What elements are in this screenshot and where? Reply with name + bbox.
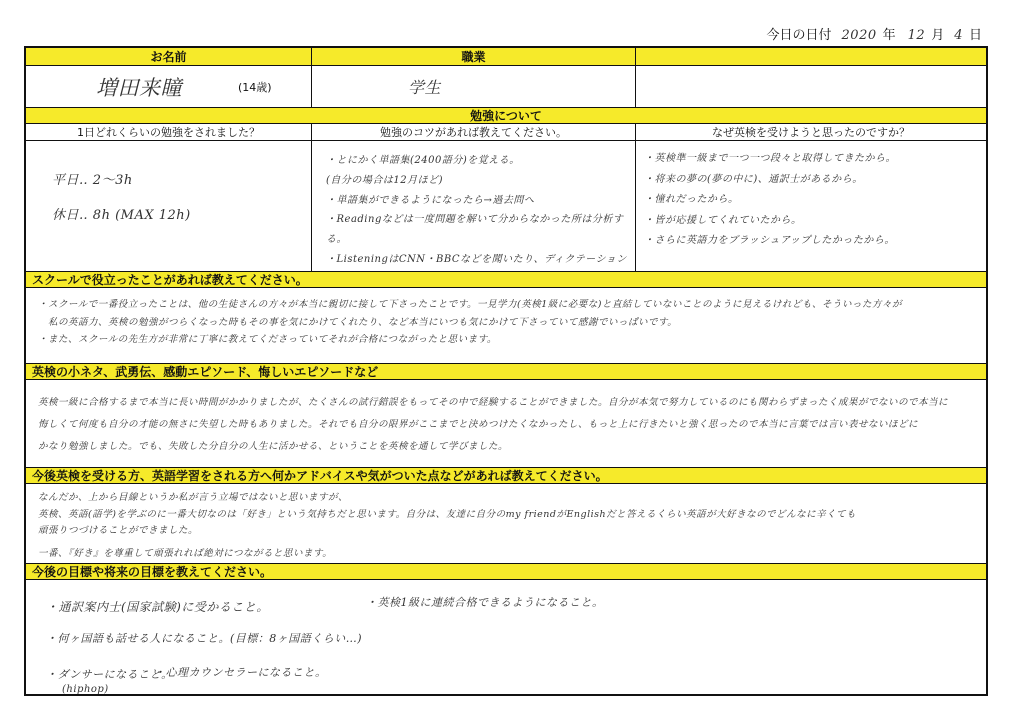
a1-cell xyxy=(26,141,312,271)
job-value-cell xyxy=(312,66,636,107)
school-line: ・スクールで一番役立ったことは、他の生徒さんの方々が本当に親切に接して下さったことです。一見学力(英検1級に必要な)と直結していないことのように見えるけれども、そういった方々が xyxy=(38,299,903,310)
school-line: ・また、スクールの先生方が非常に丁寧に教えてくださっていてそれが合格につながったと思います。 xyxy=(38,334,497,346)
a2-line: ・Readingなどは一度問題を解いて分からなかった所は分析する。 xyxy=(326,214,624,246)
episode-line: かなり勉強しました。でも、失敗した分自分の人生に活かせる、ということを英検を通して学びました。 xyxy=(38,440,509,452)
goals-title: 今後の目標や将来の目標を教えてください。 xyxy=(32,565,273,579)
a3-cell xyxy=(636,141,986,271)
name-value: 増田来瞳 xyxy=(96,75,182,100)
a3-line: ・皆が応援してくれていたから。 xyxy=(644,214,802,226)
episode-title-row xyxy=(26,364,986,380)
q2-cell xyxy=(312,124,636,140)
q3-text: なぜ英検を受けようと思ったのですか？ xyxy=(712,126,910,139)
goal-item: ・ダンサーになること。 xyxy=(46,668,173,681)
a2-line: (自分の場合は12月ほど) xyxy=(326,174,444,186)
study-section-row xyxy=(26,108,986,124)
q2-text: 勉強のコツがあれば教えてください。 xyxy=(380,126,567,139)
q3-cell xyxy=(636,124,986,140)
a3-line: ・さらに英語力をブラッシュアップしたかったから。 xyxy=(644,235,895,246)
study-questions-row xyxy=(26,124,986,141)
advice-title: 今後英検を受ける方、英語学習をされる方へ何かアドバイスや気がついた点などがあれば教えてください。 xyxy=(32,469,608,483)
study-section-title: 勉強について xyxy=(470,109,542,123)
episode-line: 英検一級に合格するまで本当に長い時間がかかりましたが、たくさんの試行錯誤をもってその中で経験することができました。自分が本気で努力しているのにも関わらずまったく成果がでないので本当に xyxy=(38,397,949,408)
date-year: 2020 xyxy=(841,28,877,43)
a3-line: ・憧れだったから。 xyxy=(644,194,739,205)
goals-body-row xyxy=(26,580,986,694)
date-year-unit: 年 xyxy=(882,28,896,43)
advice-title-row xyxy=(26,468,986,484)
episode-line: 悔しくて何度も自分の才能の無さに失望した時もありました。それでも自分の限界がここまでと決めつけたくなかったし、もっと上に行きたいと強く思ったので本当に言葉では言い表せないほどに xyxy=(38,418,919,430)
a3-line: ・英検準一級まで一つ一つ段々と取得してきたから。 xyxy=(644,153,896,164)
episode-body-row xyxy=(26,380,986,468)
date-month-unit: 月 xyxy=(931,28,945,43)
school-title-row xyxy=(26,272,986,288)
date-line xyxy=(767,24,982,43)
job-header: 職業 xyxy=(461,50,486,64)
study-answers-row xyxy=(26,141,986,272)
profile-header-row xyxy=(26,48,986,66)
job-value: 学生 xyxy=(408,78,442,97)
episode-title: 英検の小ネタ、武勇伝、感動エピソード、悔しいエピソードなど xyxy=(32,365,379,379)
survey-sheet xyxy=(24,46,988,696)
name-header-cell xyxy=(26,48,312,65)
advice-body-row xyxy=(26,484,986,564)
a2-line: ・とにかく単語集(2400語分)を覚える。 xyxy=(326,155,520,166)
school-title: スクールで役立ったことがあれば教えてください。 xyxy=(32,273,308,287)
a3-line: ・将来の夢の(夢の中に)、通訳士があるから。 xyxy=(644,173,863,185)
goal-item: ・何ヶ国語も話せる人になること。(目標：8ヶ国語くらい…) xyxy=(46,632,363,645)
q1-text: 1日どれくらいの勉強をされました？ xyxy=(77,126,260,139)
age-value: (14歳) xyxy=(238,80,272,94)
advice-line: 頑張りつづけることができました。 xyxy=(38,525,199,537)
a2-line: ・単語集ができるようになったら→過去問へ xyxy=(326,194,535,206)
job-header-cell xyxy=(312,48,636,65)
advice-line: 英検、英語(語学)を学ぶのに一番大切なのは「好き」という気持ちだと思います。自分は、友達に自分のmy friendがEnglishだと答えるくらい英語が大好きなのでどんなに辛くても xyxy=(38,508,857,520)
date-month: 12 xyxy=(907,28,926,43)
date-day: 4 xyxy=(954,28,963,43)
a2-line: ・ListeningはCNN・BBCなどを聞いたり、ディクテーション xyxy=(326,253,627,265)
goals-title-row xyxy=(26,564,986,580)
date-day-unit: 日 xyxy=(968,28,982,43)
goal-item: ・英検1級に連続合格できるようになること。 xyxy=(366,596,604,609)
school-body-row xyxy=(26,288,986,364)
date-label: 今日の日付 xyxy=(766,28,832,43)
name-header: お名前 xyxy=(150,50,187,64)
a1-line: 休日‥ 8h (MAX 12h) xyxy=(52,208,191,224)
goal-item: ・心理カウンセラーになること。 xyxy=(154,666,327,679)
a1-line: 平日‥ 2〜3h xyxy=(52,173,133,188)
advice-line: 一番、『好き』を尊重して頑張れれば絶対につながると思います。 xyxy=(38,547,333,559)
q1-cell xyxy=(26,124,312,140)
goal-item: ・通訳案内士(国家試験)に受かること。 xyxy=(46,600,269,614)
blank-header-cell xyxy=(636,48,986,65)
profile-value-row xyxy=(26,66,986,108)
advice-line: なんだか、上から目線というか私が言う立場ではないと思いますが、 xyxy=(38,492,349,503)
blank-value-cell xyxy=(636,66,986,107)
school-line: 私の英語力、英検の勉強がつらくなった時もその事を気にかけてくれたり、など本当にいつも気にかけて下さっていて感謝でいっぱいです。 xyxy=(38,316,678,328)
name-value-cell xyxy=(26,66,312,107)
goal-item: (hiphop) xyxy=(62,684,109,695)
a2-cell xyxy=(312,141,636,271)
